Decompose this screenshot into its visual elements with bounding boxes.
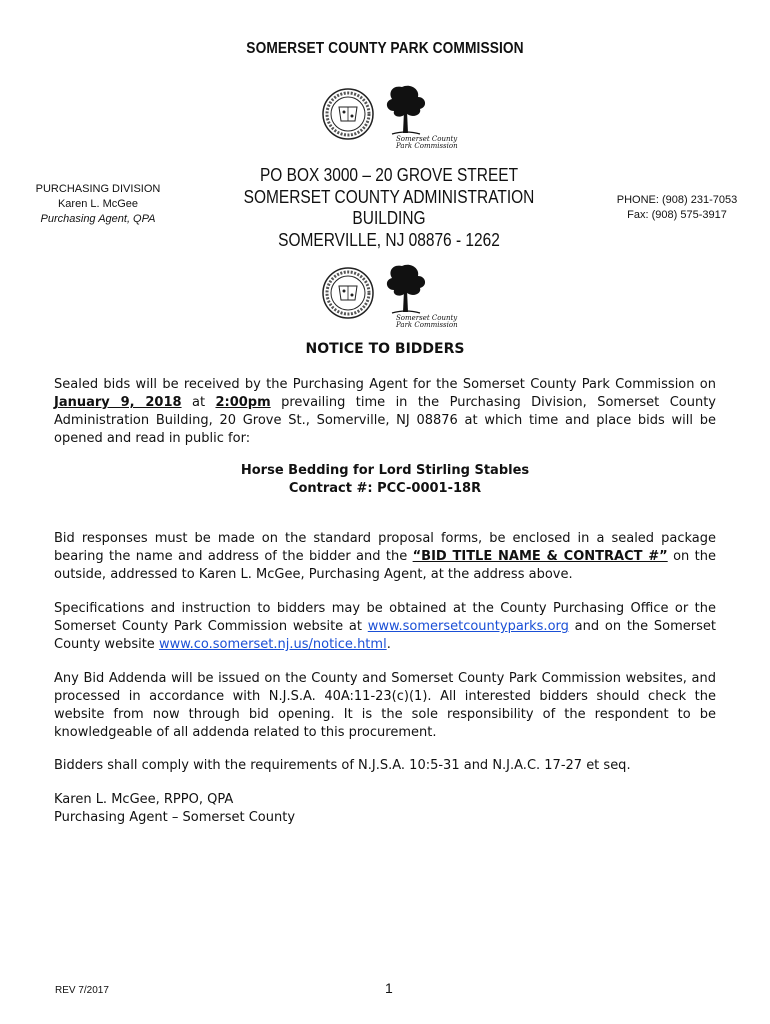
fax-number: Fax: (908) 575-3917 (627, 209, 727, 221)
address-line3: SOMERVILLE, NJ 08876 - 1262 (278, 229, 500, 250)
bid-title-block (54, 462, 716, 498)
document-title: SOMERSET COUNTY PARK COMMISSION (246, 40, 524, 57)
p3-text-c: . (386, 637, 391, 652)
paragraph-sealed-bids (54, 376, 716, 448)
logo-text-line2: Park Commission (396, 321, 458, 329)
paragraph-bid-responses (54, 530, 716, 584)
contact-block (606, 193, 748, 223)
bid-title-name-label: “BID TITLE NAME & CONTRACT #” (412, 549, 668, 564)
paragraph-specifications (54, 600, 716, 654)
logo-text-line2: Park Commission (396, 142, 458, 150)
address-line2: SOMERSET COUNTY ADMINISTRATION BUILDING (243, 186, 535, 228)
p2-text-b: on the outside, addressed to Karen L. McGee, Purchasing Agent, at the address above. (54, 549, 717, 582)
paragraph-addenda: Any Bid Addenda will be issued on the County and Somerset County Park Commission websites, and processed in accordance with N.J.S.A. 40A:11-23(c)(1). All interested bidders should check the website from now through bid opening. It is the sole responsibility of the respondent to be knowledgeable of all addenda related to this procurement. (54, 671, 716, 740)
commission-logo-top (322, 77, 464, 151)
p2-text-a: Bid responses must be made on the standard proposal forms, be enclosed in a sealed package bearing the name and address of the bidder and the (54, 531, 716, 564)
agent-name: Karen L. McGee (57, 198, 139, 210)
phone-number: PHONE: (908) 231-7053 (616, 194, 738, 206)
logo-text-line1: Somerset County (396, 314, 458, 322)
agent-role: Purchasing Agent, QPA (40, 213, 156, 225)
address-line1: PO BOX 3000 – 20 GROVE STREET (259, 165, 519, 185)
address-block (218, 165, 560, 251)
division-label: PURCHASING DIVISION (35, 183, 161, 195)
page-number: 1 (385, 980, 393, 996)
signature-name: Karen L. McGee, RPPO, QPA (54, 792, 234, 807)
bid-title: Horse Bedding for Lord Stirling Stables (240, 463, 530, 478)
p1-text-c: prevailing time in the Purchasing Division, Somerset County Administration Building, 20 Grove St., Somerville, NJ 08876 at which time and place bids will be opened and read in public for: (54, 395, 716, 446)
bid-time: 2:00pm (215, 395, 271, 410)
contract-number: Contract #: PCC-0001-18R (288, 481, 482, 496)
logo-text-line1: Somerset County (396, 135, 458, 143)
notice-title: NOTICE TO BIDDERS (305, 341, 465, 357)
bid-date: January 9, 2018 (54, 395, 182, 410)
tree-logo-icon (387, 265, 425, 313)
signature-block (54, 791, 716, 827)
park-commission-website-link[interactable]: www.somersetcountyparks.org (367, 619, 569, 634)
county-seal-icon (323, 268, 373, 318)
revision-label: REV 7/2017 (55, 985, 109, 996)
paragraph-compliance: Bidders shall comply with the requirements of N.J.S.A. 10:5-31 and N.J.A.C. 17-27 et seq. (54, 758, 631, 773)
commission-logo-bottom (322, 256, 464, 330)
county-notice-website-link[interactable]: www.co.somerset.nj.us/notice.html (158, 637, 387, 652)
p3-text-a: Specifications and instruction to bidders may be obtained at the County Purchasing Office or the Somerset County Park Commission website at (54, 601, 716, 634)
signature-title: Purchasing Agent – Somerset County (54, 810, 296, 825)
purchasing-division-block (28, 182, 168, 227)
p1-text-b: at (181, 395, 216, 410)
tree-logo-icon (387, 86, 425, 134)
p3-text-b: and on the Somerset County website (54, 619, 716, 652)
p1-text-a: Sealed bids will be received by the Purchasing Agent for the Somerset County Park Commission on (54, 377, 716, 392)
county-seal-icon (323, 89, 373, 139)
